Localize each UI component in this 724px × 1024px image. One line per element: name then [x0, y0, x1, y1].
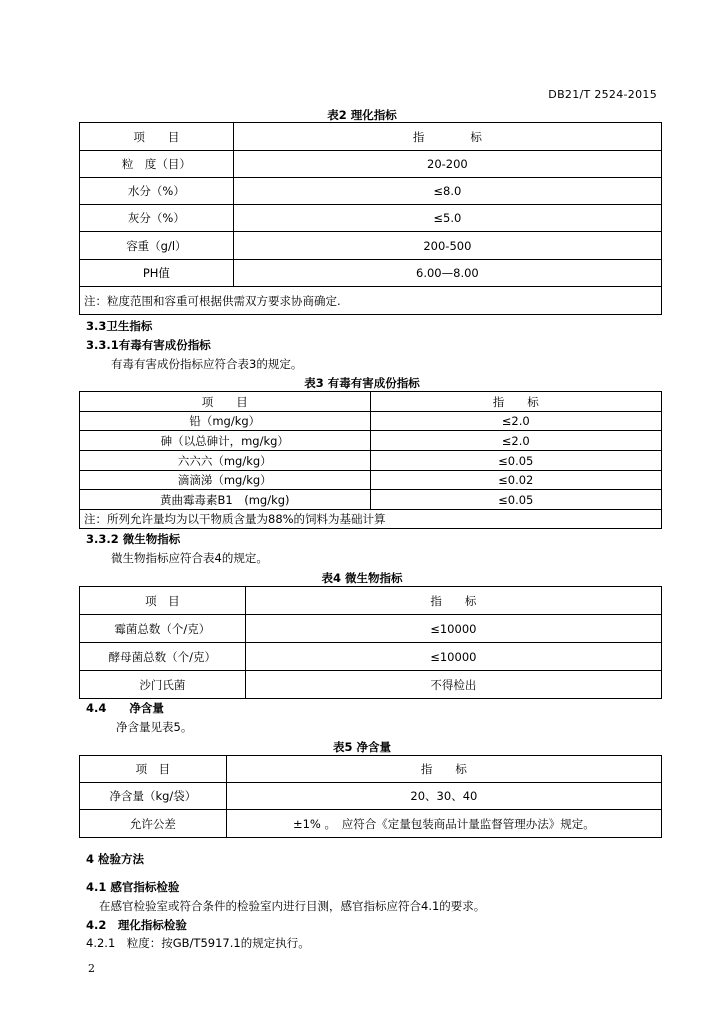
table3 [79, 391, 662, 529]
table4-item: 沙门氏菌 [80, 671, 246, 699]
table-row [80, 471, 662, 490]
table2-header-row [80, 123, 662, 151]
table3-item: 铅（mg/kg） [80, 412, 371, 431]
table3-value: ≤0.05 [370, 451, 661, 471]
table2-caption: 表2 理化指标 [327, 108, 397, 122]
table4-value: ≤10000 [245, 643, 661, 671]
section-3-3-1-paragraph: 有毒有害成份指标应符合表3的规定。 [111, 357, 303, 371]
table-row [80, 615, 662, 643]
table3-header-row [80, 392, 662, 412]
table-row [80, 671, 662, 699]
table5-value: 20、30、40 [226, 783, 661, 810]
table3-item: 滴滴涕（mg/kg） [80, 471, 371, 490]
table3-value: ≤2.0 [370, 431, 661, 451]
section-4-4-paragraph: 净含量见表5。 [116, 720, 193, 734]
table3-item: 六六六（mg/kg） [80, 451, 371, 471]
table4-value: 不得检出 [245, 671, 661, 699]
section-4-heading: 4 检验方法 [86, 852, 145, 866]
table2-item: PH值 [80, 260, 234, 287]
page-number: 2 [88, 962, 95, 975]
table2-item: 水分（%） [80, 178, 234, 205]
section-4-1-paragraph: 在感官检验室或符合条件的检验室内进行目测，感官指标应符合4.1的要求。 [99, 899, 486, 913]
table4 [79, 586, 662, 699]
table-row [80, 783, 662, 810]
table5-header-row [80, 756, 662, 783]
table2-value: 200-500 [233, 232, 661, 260]
table3-header-value: 指 标 [370, 392, 661, 412]
section-4-1-heading: 4.1 感官指标检验 [86, 880, 180, 894]
table-row [80, 232, 662, 260]
table-row [80, 431, 662, 451]
table2-item: 灰分（%） [80, 205, 234, 232]
table2-item: 容重（g/l） [80, 232, 234, 260]
table5-value: ±1% 。 应符合《定量包装商品计量监督管理办法》规定。 [226, 810, 661, 838]
table3-note: 注：所列允许量均为以干物质含量为88%的饲料为基础计算 [80, 510, 662, 529]
table3-note-row [80, 510, 662, 529]
section-4-2-heading: 4.2 理化指标检验 [86, 918, 187, 932]
table-row [80, 412, 662, 431]
table-row [80, 260, 662, 287]
table4-header-item: 项 目 [80, 587, 246, 615]
table3-header-item: 项 目 [80, 392, 371, 412]
table3-value: ≤0.05 [370, 490, 661, 510]
table5-item: 净含量（kg/袋） [80, 783, 227, 810]
table-row [80, 643, 662, 671]
section-3-3-heading: 3.3卫生指标 [86, 319, 153, 333]
table-row [80, 810, 662, 838]
table3-value: ≤2.0 [370, 412, 661, 431]
section-3-3-1-heading: 3.3.1有毒有害成份指标 [86, 338, 211, 352]
section-4-2-1-text: 4.2.1 粒度：按GB/T5917.1的规定执行。 [86, 936, 310, 950]
table-row [80, 451, 662, 471]
table2-item: 粒 度（目） [80, 151, 234, 178]
table-row [80, 205, 662, 232]
table3-item: 黄曲霉毒素B1 (mg/kg) [80, 490, 371, 510]
table-row [80, 490, 662, 510]
table2 [79, 122, 662, 315]
table3-caption: 表3 有毒有害成份指标 [304, 376, 420, 390]
table4-value: ≤10000 [245, 615, 661, 643]
table3-item: 砷（以总砷计，mg/kg） [80, 431, 371, 451]
section-4-4-heading: 4.4 净含量 [86, 701, 164, 715]
table5-caption: 表5 净含量 [332, 740, 391, 754]
table2-value: ≤5.0 [233, 205, 661, 232]
document-code: DB21/T 2524-2015 [548, 88, 657, 101]
section-3-3-2-heading: 3.3.2 微生物指标 [86, 532, 181, 546]
table2-value: 20-200 [233, 151, 661, 178]
table5-header-item: 项 目 [80, 756, 227, 783]
table2-value: ≤8.0 [233, 178, 661, 205]
table2-note-row [80, 287, 662, 315]
table2-note: 注：粒度范围和容重可根据供需双方要求协商确定. [80, 287, 662, 315]
table4-header-row [80, 587, 662, 615]
table-row [80, 151, 662, 178]
table5-item: 允许公差 [80, 810, 227, 838]
table2-value: 6.00—8.00 [233, 260, 661, 287]
table-row [80, 178, 662, 205]
section-3-3-2-paragraph: 微生物指标应符合表4的规定。 [111, 551, 268, 565]
table4-caption: 表4 微生物指标 [321, 571, 403, 585]
table2-header-item: 项 目 [80, 123, 234, 151]
table4-item: 霉菌总数（个/克） [80, 615, 246, 643]
table3-value: ≤0.02 [370, 471, 661, 490]
table2-header-value: 指 标 [233, 123, 661, 151]
table4-item: 酵母菌总数（个/克） [80, 643, 246, 671]
table5-header-value: 指 标 [226, 756, 661, 783]
table5 [79, 755, 662, 838]
table4-header-value: 指 标 [245, 587, 661, 615]
